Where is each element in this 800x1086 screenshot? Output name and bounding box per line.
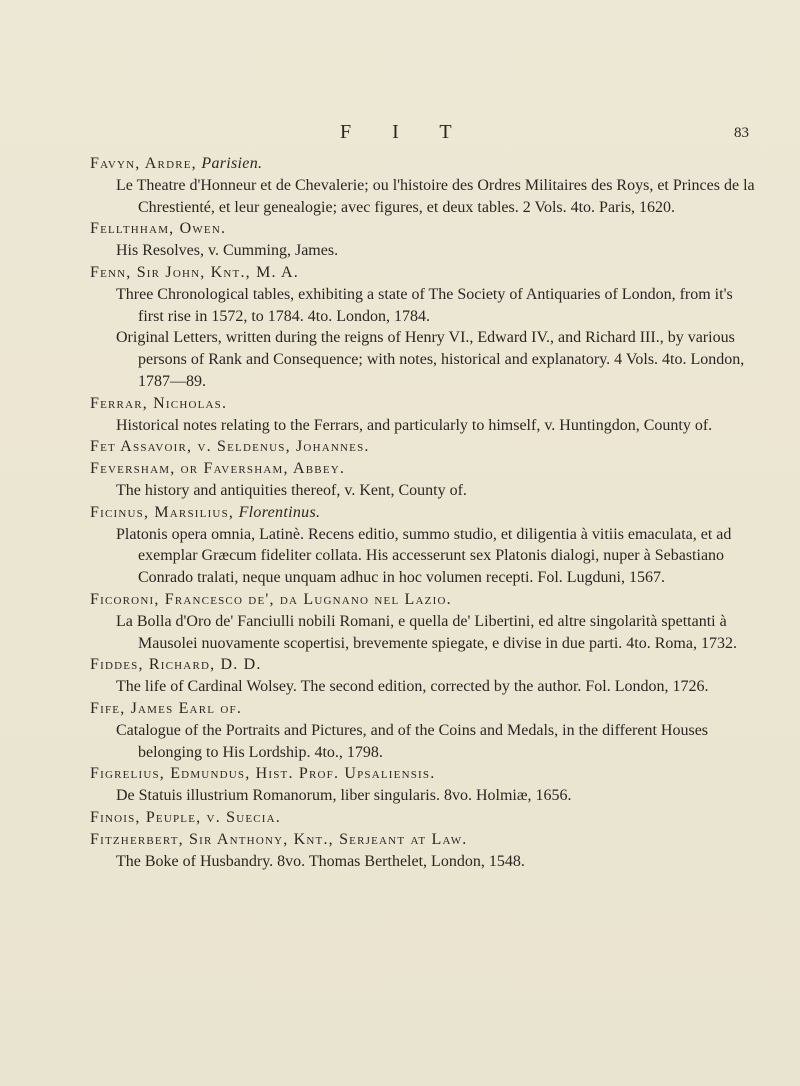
catalogue-entry xyxy=(90,393,760,437)
entry-heading: Figrelius, Edmundus, Hist. Prof. Upsaliensis. xyxy=(90,765,436,783)
catalogue-entry xyxy=(90,589,760,654)
entry-heading: Fenn, Sir John, Knt., M. A. xyxy=(90,263,299,281)
catalogue-entry xyxy=(90,502,760,589)
page-number: 83 xyxy=(734,125,749,141)
entry-heading: Finois, Peuple, v. Suecia. xyxy=(90,808,281,826)
entry-work: The Boke of Husbandry. 8vo. Thomas Berthelet, London, 1548. xyxy=(116,852,525,870)
entry-heading: Fife, James Earl of. xyxy=(90,699,243,717)
catalogue-entry xyxy=(90,807,760,829)
running-head xyxy=(0,120,800,144)
catalogue-entry xyxy=(90,153,760,218)
entry-heading: Fiddes, Richard, D. D. xyxy=(90,656,262,674)
catalogue-entry xyxy=(90,262,760,393)
catalogue-entry xyxy=(90,654,760,698)
entry-work: The life of Cardinal Wolsey. The second edition, corrected by the author. Fol. London, 1726. xyxy=(116,678,709,696)
entry-work: Historical notes relating to the Ferrars, and particularly to himself, v. Huntingdon, County of. xyxy=(116,416,713,434)
entry-heading: Favyn, Ardre, Parisien. xyxy=(90,155,263,172)
entry-work: Catalogue of the Portraits and Pictures, and of the Coins and Medals, in the different Houses belonging to His Lordship. 4to., 1798. xyxy=(116,721,709,761)
entry-heading: Ficoroni, Francesco de', da Lugnano nel Lazio. xyxy=(90,590,452,608)
entry-work: De Statuis illustrium Romanorum, liber singularis. 8vo. Holmiæ, 1656. xyxy=(116,787,572,805)
entry-work: His Resolves, v. Cumming, James. xyxy=(116,242,339,260)
entry-work: Original Letters, written during the reigns of Henry VI., Edward IV., and Richard III., by various persons of Rank and Consequence; with notes, historical and explanatory. 4 Vols. 4to. London, 1787—89. xyxy=(116,329,745,390)
catalogue-entry xyxy=(90,763,760,807)
entry-work: La Bolla d'Oro de' Fanciulli nobili Romani, e quella de' Libertini, ed altre singolarità spettanti à Mausolei nuovamente scopertisi, brevemente spiegate, e divise in due parti. 4to. Roma, 1732. xyxy=(116,612,737,652)
entry-heading: Fet Assavoir, v. Seldenus, Johannes. xyxy=(90,438,370,456)
catalogue-entry xyxy=(90,218,760,262)
entry-work: Le Theatre d'Honneur et de Chevalerie; ou l'histoire des Ordres Militaires des Roys, et Princes de la Chrestienté, et leur genealogie; avec figures, et deux tables. 2 Vols. 4to. Paris, 1620. xyxy=(116,176,755,216)
entry-heading: Fitzherbert, Sir Anthony, Knt., Serjeant at Law. xyxy=(90,830,468,848)
entry-heading: Fellthham, Owen. xyxy=(90,220,227,238)
entry-heading: Ficinus, Marsilius, Florentinus. xyxy=(90,503,321,521)
catalogue-entries xyxy=(90,153,760,872)
entry-work: Three Chronological tables, exhibiting a state of The Society of Antiquaries of London, from it's first rise in 1572, to 1784. 4to. London, 1784. xyxy=(116,285,733,325)
entry-heading: Feversham, or Faversham, Abbey. xyxy=(90,460,346,478)
entry-heading: Ferrar, Nicholas. xyxy=(90,394,228,412)
catalogue-entry xyxy=(90,698,760,763)
entry-work: Platonis opera omnia, Latinè. Recens editio, summo studio, et diligentia à vitiis emaculata, et ad exemplar Græcum fideliter collata. His accesserunt sex Platonis dialogi, nuper à Sebastiano Conrado tralati, neque unquam adhuc in hoc volumen recepti. Fol. Lugduni, 1567. xyxy=(116,525,732,587)
catalogue-entry xyxy=(90,436,760,458)
catalogue-entry xyxy=(90,458,760,502)
catalogue-entry xyxy=(90,829,760,873)
running-title: F I T xyxy=(340,121,470,143)
entry-work: The history and antiquities thereof, v. Kent, County of. xyxy=(116,481,467,499)
